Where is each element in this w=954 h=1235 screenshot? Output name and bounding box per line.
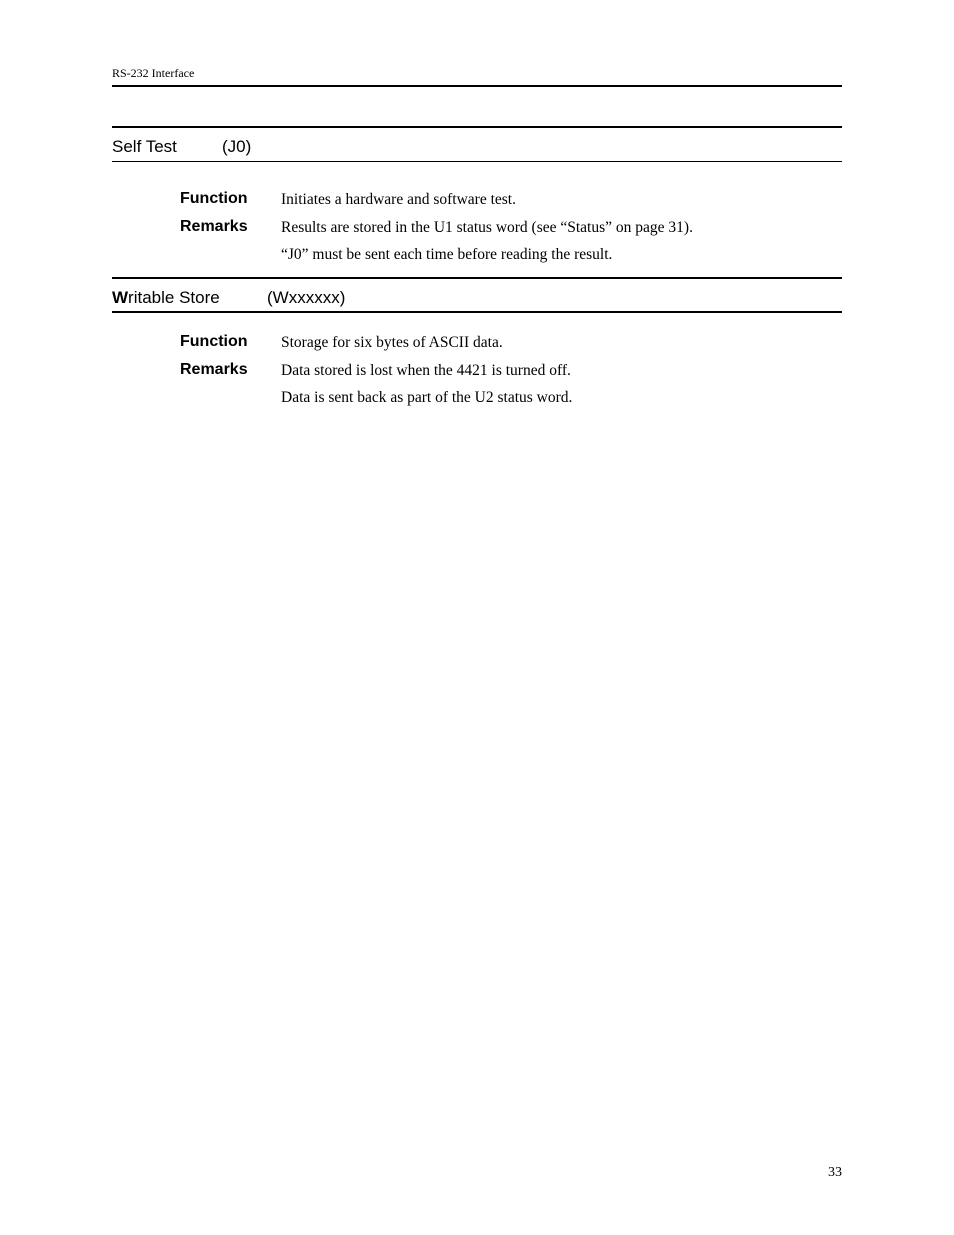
remarks-label: Remarks	[180, 361, 248, 378]
section-title: Self Test	[112, 137, 177, 156]
remarks-text: Results are stored in the U1 status word (see “Status” on page 31).	[281, 219, 693, 236]
remarks-label: Remarks	[180, 218, 248, 235]
command-code: (J0)	[222, 137, 252, 156]
running-head: RS-232 Interface	[112, 66, 195, 80]
section-title: ritable Store	[128, 288, 220, 307]
section-bottom-rule	[112, 161, 842, 162]
section-heading-writable-store	[112, 288, 346, 308]
section-top-rule	[112, 277, 842, 279]
page-number: 33	[828, 1165, 842, 1180]
function-text: Initiates a hardware and software test.	[281, 191, 516, 208]
section-heading-self-test	[112, 137, 252, 157]
function-label: Function	[180, 333, 248, 350]
remarks-text: Data is sent back as part of the U2 status word.	[281, 389, 573, 406]
remarks-text: Data stored is lost when the 4421 is turned off.	[281, 362, 571, 379]
function-label: Function	[180, 190, 248, 207]
section-title-initial: W	[112, 288, 129, 307]
remarks-text: “J0” must be sent each time before reading the result.	[281, 246, 613, 263]
command-code: (Wxxxxxx)	[267, 288, 346, 307]
section-top-rule	[112, 126, 842, 128]
section-bottom-rule	[112, 311, 842, 313]
function-text: Storage for six bytes of ASCII data.	[281, 334, 503, 351]
header-rule	[112, 85, 842, 87]
